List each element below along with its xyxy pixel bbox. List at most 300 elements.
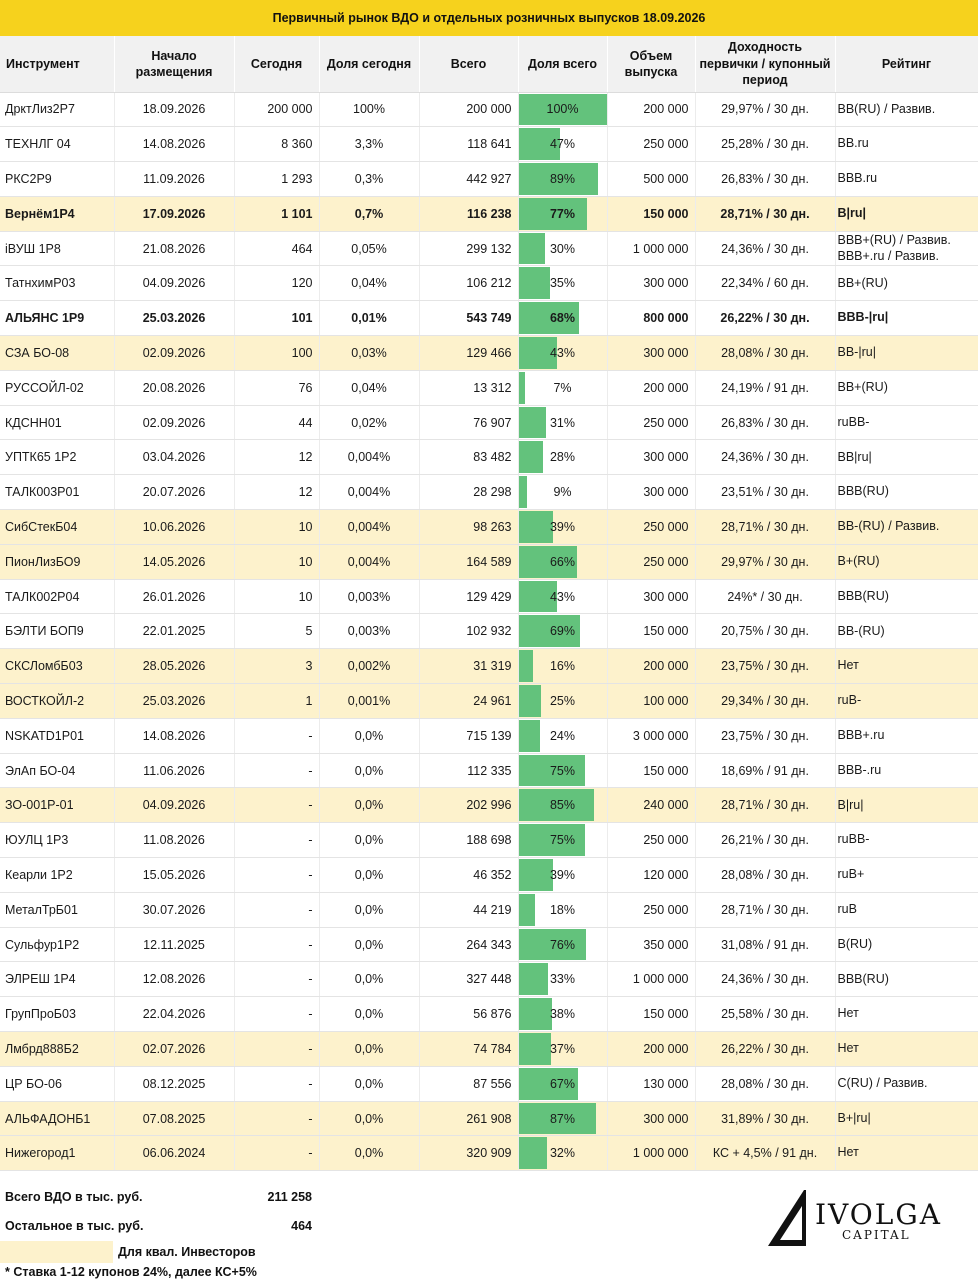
issue-volume-cell: 150 000: [607, 753, 695, 788]
today-cell: -: [234, 753, 319, 788]
issue-volume-cell: 500 000: [607, 162, 695, 197]
issue-volume-cell: 150 000: [607, 614, 695, 649]
rating-text: Нет: [837, 658, 859, 673]
table-row[interactable]: [0, 370, 978, 405]
rating-text: BB(RU) / Развив.: [837, 101, 936, 116]
share-today-cell: 0,0%: [319, 753, 419, 788]
instrument-cell: БЭЛТИ БОП9: [0, 614, 114, 649]
start-date-cell: 02.09.2026: [114, 405, 234, 440]
share-total-label: 76%: [549, 937, 576, 952]
share-today-cell: 0,03%: [319, 336, 419, 371]
share-today-cell: 0,0%: [319, 823, 419, 858]
header-rating[interactable]: Рейтинг: [835, 36, 978, 92]
today-cell: 12: [234, 475, 319, 510]
share-total-label: 35%: [549, 276, 576, 291]
total-cell: 442 927: [419, 162, 518, 197]
start-date-cell: 18.09.2026: [114, 92, 234, 127]
rating-text-secondary: BBB+.ru / Развив.: [837, 248, 940, 263]
today-cell: 76: [234, 370, 319, 405]
rating-cell: [835, 684, 978, 719]
rating-text: BBB-|ru|: [837, 310, 889, 325]
header-issue-volume[interactable]: Объем выпуска: [607, 36, 695, 92]
instrument-cell: СКСЛомбБ03: [0, 649, 114, 684]
share-total-cell: [518, 1032, 607, 1067]
rating-text: C(RU) / Развив.: [837, 1075, 928, 1090]
table-row[interactable]: [0, 1066, 978, 1101]
table-row[interactable]: [0, 1101, 978, 1136]
total-cell: 129 429: [419, 579, 518, 614]
rating-cell: [835, 231, 978, 266]
placements-table: [0, 36, 978, 1171]
issue-volume-cell: 300 000: [607, 440, 695, 475]
rating-cell: [835, 475, 978, 510]
today-cell: 1 293: [234, 162, 319, 197]
total-cell: 106 212: [419, 266, 518, 301]
total-vdo-label: Всего ВДО в тыс. руб.: [5, 1190, 143, 1204]
yield-cell: 18,69% / 91 дн.: [695, 753, 835, 788]
share-total-cell: [518, 1066, 607, 1101]
rating-cell: [835, 127, 978, 162]
instrument-cell: Лмбрд888Б2: [0, 1032, 114, 1067]
rating-cell: [835, 892, 978, 927]
rating-cell: [835, 405, 978, 440]
issue-volume-cell: 200 000: [607, 1032, 695, 1067]
table-row[interactable]: [0, 196, 978, 231]
table-row[interactable]: [0, 962, 978, 997]
yield-cell: 23,51% / 30 дн.: [695, 475, 835, 510]
start-date-cell: 14.08.2026: [114, 127, 234, 162]
yield-cell: 26,21% / 30 дн.: [695, 823, 835, 858]
rating-cell: [835, 579, 978, 614]
rating-text: ruB+: [837, 867, 865, 882]
issue-volume-cell: 200 000: [607, 649, 695, 684]
start-date-cell: 08.12.2025: [114, 1066, 234, 1101]
start-date-cell: 17.09.2026: [114, 196, 234, 231]
rating-text: BB+(RU): [837, 379, 888, 394]
share-total-cell: [518, 336, 607, 371]
share-total-label: 75%: [549, 833, 576, 848]
table-row[interactable]: [0, 684, 978, 719]
start-date-cell: 04.09.2026: [114, 788, 234, 823]
rating-cell: [835, 370, 978, 405]
rating-cell: [835, 92, 978, 127]
total-cell: 299 132: [419, 231, 518, 266]
rating-cell: [835, 614, 978, 649]
start-date-cell: 22.01.2025: [114, 614, 234, 649]
yield-cell: 28,08% / 30 дн.: [695, 858, 835, 893]
total-cell: 76 907: [419, 405, 518, 440]
share-total-cell: [518, 231, 607, 266]
share-today-cell: 0,0%: [319, 718, 419, 753]
share-total-label: 33%: [549, 972, 576, 987]
today-cell: -: [234, 788, 319, 823]
start-date-cell: 11.08.2026: [114, 823, 234, 858]
table-row[interactable]: [0, 753, 978, 788]
total-cell: 98 263: [419, 510, 518, 545]
total-cell: 188 698: [419, 823, 518, 858]
rating-text: Нет: [837, 1006, 859, 1021]
today-cell: 5: [234, 614, 319, 649]
issue-volume-cell: 350 000: [607, 927, 695, 962]
rating-cell: [835, 440, 978, 475]
total-cell: 129 466: [419, 336, 518, 371]
issue-volume-cell: 250 000: [607, 823, 695, 858]
today-cell: -: [234, 997, 319, 1032]
issue-volume-cell: 100 000: [607, 684, 695, 719]
table-row[interactable]: [0, 823, 978, 858]
share-today-cell: 100%: [319, 92, 419, 127]
table-row[interactable]: [0, 544, 978, 579]
instrument-cell: ЦР БО-06: [0, 1066, 114, 1101]
yield-cell: 31,89% / 30 дн.: [695, 1101, 835, 1136]
total-cell: 74 784: [419, 1032, 518, 1067]
issue-volume-cell: 3 000 000: [607, 718, 695, 753]
rating-text: B+(RU): [837, 553, 880, 568]
rating-cell: [835, 823, 978, 858]
instrument-cell: АЛЬЯНС 1Р9: [0, 301, 114, 336]
total-cell: 118 641: [419, 127, 518, 162]
issue-volume-cell: 120 000: [607, 858, 695, 893]
yield-cell: 28,08% / 30 дн.: [695, 1066, 835, 1101]
yield-cell: 28,08% / 30 дн.: [695, 336, 835, 371]
share-total-label: 39%: [549, 867, 576, 882]
issue-volume-cell: 150 000: [607, 196, 695, 231]
table-row[interactable]: [0, 405, 978, 440]
table-row[interactable]: [0, 92, 978, 127]
yield-cell: 29,97% / 30 дн.: [695, 544, 835, 579]
rating-cell: [835, 1066, 978, 1101]
issue-volume-cell: 150 000: [607, 997, 695, 1032]
share-total-cell: [518, 92, 607, 127]
share-total-cell: [518, 301, 607, 336]
share-total-cell: [518, 788, 607, 823]
share-today-cell: 0,04%: [319, 370, 419, 405]
share-total-cell: [518, 649, 607, 684]
table-row[interactable]: [0, 718, 978, 753]
start-date-cell: 14.05.2026: [114, 544, 234, 579]
table-row[interactable]: [0, 510, 978, 545]
table-row[interactable]: [0, 475, 978, 510]
share-total-cell: [518, 892, 607, 927]
share-total-label: 38%: [549, 1007, 576, 1022]
share-total-label: 43%: [549, 345, 576, 360]
instrument-cell: NSKATD1P01: [0, 718, 114, 753]
today-cell: 3: [234, 649, 319, 684]
header-yield[interactable]: Доходность первички / купонный период: [695, 36, 835, 92]
start-date-cell: 10.06.2026: [114, 510, 234, 545]
total-cell: 112 335: [419, 753, 518, 788]
table-row[interactable]: [0, 440, 978, 475]
yield-cell: 28,71% / 30 дн.: [695, 510, 835, 545]
share-today-cell: 0,3%: [319, 162, 419, 197]
instrument-cell: РКС2Р9: [0, 162, 114, 197]
today-cell: -: [234, 1136, 319, 1171]
rating-text: BBB(RU): [837, 588, 889, 603]
yield-cell: 25,58% / 30 дн.: [695, 997, 835, 1032]
header-share-today[interactable]: Доля сегодня: [319, 36, 419, 92]
share-today-cell: 0,04%: [319, 266, 419, 301]
header-total[interactable]: Всего: [419, 36, 518, 92]
rating-text: Нет: [837, 1145, 859, 1160]
yield-cell: 26,83% / 30 дн.: [695, 162, 835, 197]
share-today-cell: 0,0%: [319, 962, 419, 997]
share-today-cell: 0,0%: [319, 1032, 419, 1067]
share-today-cell: 0,002%: [319, 649, 419, 684]
rating-text: BB-(RU): [837, 623, 885, 638]
yield-cell: 28,71% / 30 дн.: [695, 788, 835, 823]
table-row[interactable]: [0, 266, 978, 301]
issue-volume-cell: 250 000: [607, 127, 695, 162]
rating-cell: [835, 196, 978, 231]
share-total-label: 7%: [553, 380, 572, 395]
yield-cell: 26,22% / 30 дн.: [695, 301, 835, 336]
total-vdo-value: 211 258: [267, 1190, 312, 1204]
share-total-label: 37%: [549, 1041, 576, 1056]
share-total-cell: [518, 127, 607, 162]
yield-cell: 24,19% / 91 дн.: [695, 370, 835, 405]
table-row[interactable]: [0, 997, 978, 1032]
start-date-cell: 25.03.2026: [114, 301, 234, 336]
share-total-label: 43%: [549, 589, 576, 604]
header-share-total[interactable]: Доля всего: [518, 36, 607, 92]
start-date-cell: 14.08.2026: [114, 718, 234, 753]
share-total-label: 24%: [549, 728, 576, 743]
total-cell: 44 219: [419, 892, 518, 927]
share-today-cell: 0,0%: [319, 1066, 419, 1101]
rating-text: BBB+(RU) / Развив.: [837, 232, 951, 247]
share-today-cell: 0,004%: [319, 440, 419, 475]
instrument-cell: Нижегород1: [0, 1136, 114, 1171]
instrument-cell: ГрупПроБ03: [0, 997, 114, 1032]
instrument-cell: iВУШ 1Р8: [0, 231, 114, 266]
start-date-cell: 15.05.2026: [114, 858, 234, 893]
yield-cell: 26,83% / 30 дн.: [695, 405, 835, 440]
today-cell: 100: [234, 336, 319, 371]
today-cell: -: [234, 927, 319, 962]
start-date-cell: 03.04.2026: [114, 440, 234, 475]
issue-volume-cell: 300 000: [607, 266, 695, 301]
instrument-cell: ДрктЛиз2Р7: [0, 92, 114, 127]
table-row[interactable]: [0, 579, 978, 614]
rating-text: ruB: [837, 901, 857, 916]
instrument-cell: МеталТрБ01: [0, 892, 114, 927]
total-cell: 116 238: [419, 196, 518, 231]
header-start-date[interactable]: Начало размещения: [114, 36, 234, 92]
share-total-label: 39%: [549, 519, 576, 534]
logo-subtitle: CAPITAL: [842, 1228, 911, 1242]
share-total-cell: [518, 997, 607, 1032]
yield-cell: 28,71% / 30 дн.: [695, 892, 835, 927]
table-row[interactable]: [0, 231, 978, 266]
today-cell: 12: [234, 440, 319, 475]
instrument-cell: ЭЛРЕШ 1Р4: [0, 962, 114, 997]
rating-text: BB-(RU) / Развив.: [837, 519, 940, 534]
instrument-cell: СибСтекБ04: [0, 510, 114, 545]
yield-cell: 23,75% / 30 дн.: [695, 718, 835, 753]
rating-cell: [835, 788, 978, 823]
share-today-cell: 0,0%: [319, 1101, 419, 1136]
instrument-cell: ТАЛК003Р01: [0, 475, 114, 510]
rating-text: BB|ru|: [837, 449, 872, 464]
share-total-cell: [518, 823, 607, 858]
table-row[interactable]: [0, 336, 978, 371]
start-date-cell: 12.08.2026: [114, 962, 234, 997]
share-total-label: 85%: [549, 798, 576, 813]
rating-cell: [835, 1136, 978, 1171]
share-total-cell: [518, 510, 607, 545]
total-cell: 24 961: [419, 684, 518, 719]
share-total-cell: [518, 753, 607, 788]
rating-cell: [835, 266, 978, 301]
total-cell: 261 908: [419, 1101, 518, 1136]
total-cell: 264 343: [419, 927, 518, 962]
issue-volume-cell: 240 000: [607, 788, 695, 823]
start-date-cell: 07.08.2025: [114, 1101, 234, 1136]
today-cell: 464: [234, 231, 319, 266]
table-row[interactable]: [0, 858, 978, 893]
issue-volume-cell: 200 000: [607, 370, 695, 405]
table-row[interactable]: [0, 1032, 978, 1067]
share-today-cell: 0,0%: [319, 997, 419, 1032]
share-today-cell: 0,0%: [319, 1136, 419, 1171]
share-total-label: 30%: [549, 241, 576, 256]
issue-volume-cell: 1 000 000: [607, 962, 695, 997]
share-total-cell: [518, 370, 607, 405]
share-total-cell: [518, 544, 607, 579]
yield-cell: 24,36% / 30 дн.: [695, 962, 835, 997]
start-date-cell: 30.07.2026: [114, 892, 234, 927]
instrument-cell: СЗА БО-08: [0, 336, 114, 371]
rating-text: BB-|ru|: [837, 345, 876, 360]
share-today-cell: 0,004%: [319, 510, 419, 545]
table-row[interactable]: [0, 301, 978, 336]
yield-cell: 31,08% / 91 дн.: [695, 927, 835, 962]
share-today-cell: 0,004%: [319, 475, 419, 510]
issue-volume-cell: 300 000: [607, 475, 695, 510]
instrument-cell: РУССОЙЛ-02: [0, 370, 114, 405]
rating-cell: [835, 753, 978, 788]
yield-cell: 24,36% / 30 дн.: [695, 231, 835, 266]
rating-text: ruBB-: [837, 414, 870, 429]
rating-cell: [835, 649, 978, 684]
total-cell: 200 000: [419, 92, 518, 127]
issue-volume-cell: 1 000 000: [607, 231, 695, 266]
share-total-cell: [518, 858, 607, 893]
rating-text: ruB-: [837, 693, 862, 708]
share-today-cell: 0,004%: [319, 544, 419, 579]
rating-text: BBB+.ru: [837, 727, 885, 742]
issue-volume-cell: 1 000 000: [607, 1136, 695, 1171]
share-total-label: 69%: [549, 624, 576, 639]
rating-cell: [835, 858, 978, 893]
share-total-cell: [518, 475, 607, 510]
instrument-cell: ЗО-001Р-01: [0, 788, 114, 823]
issue-volume-cell: 250 000: [607, 510, 695, 545]
table-row[interactable]: [0, 788, 978, 823]
instrument-cell: ТАЛК002Р04: [0, 579, 114, 614]
today-cell: 101: [234, 301, 319, 336]
table-row[interactable]: [0, 927, 978, 962]
share-today-cell: 0,0%: [319, 858, 419, 893]
share-total-cell: [518, 162, 607, 197]
yield-cell: 24,36% / 30 дн.: [695, 440, 835, 475]
share-today-cell: 0,0%: [319, 892, 419, 927]
yield-cell: 20,75% / 30 дн.: [695, 614, 835, 649]
table-row[interactable]: [0, 892, 978, 927]
rating-cell: [835, 1101, 978, 1136]
share-today-cell: 0,0%: [319, 788, 419, 823]
start-date-cell: 04.09.2026: [114, 266, 234, 301]
share-total-cell: [518, 1136, 607, 1171]
today-cell: 1 101: [234, 196, 319, 231]
table-row[interactable]: [0, 649, 978, 684]
yield-cell: КС + 4,5% / 91 дн.: [695, 1136, 835, 1171]
today-cell: 10: [234, 510, 319, 545]
instrument-cell: ТЕХНЛГ 04: [0, 127, 114, 162]
yield-cell: 28,71% / 30 дн.: [695, 196, 835, 231]
share-today-cell: 0,003%: [319, 579, 419, 614]
issue-volume-cell: 300 000: [607, 336, 695, 371]
table-row[interactable]: [0, 614, 978, 649]
issue-volume-cell: 250 000: [607, 544, 695, 579]
share-total-label: 47%: [549, 137, 576, 152]
today-cell: -: [234, 962, 319, 997]
start-date-cell: 20.07.2026: [114, 475, 234, 510]
report-title: Первичный рынок ВДО и отдельных розничных выпусков 18.09.2026: [0, 0, 978, 36]
table-row[interactable]: [0, 162, 978, 197]
yield-cell: 22,34% / 60 дн.: [695, 266, 835, 301]
share-total-label: 87%: [549, 1111, 576, 1126]
other-label: Остальное в тыс. руб.: [5, 1219, 144, 1233]
rating-text: BBB(RU): [837, 971, 889, 986]
today-cell: 1: [234, 684, 319, 719]
yield-cell: 25,28% / 30 дн.: [695, 127, 835, 162]
instrument-cell: Вернём1Р4: [0, 196, 114, 231]
instrument-cell: КДСНН01: [0, 405, 114, 440]
share-today-cell: 0,05%: [319, 231, 419, 266]
footnote: * Ставка 1-12 купонов 24%, далее КС+5%: [5, 1265, 257, 1279]
header-today[interactable]: Сегодня: [234, 36, 319, 92]
share-total-cell: [518, 1101, 607, 1136]
share-total-cell: [518, 405, 607, 440]
start-date-cell: 20.08.2026: [114, 370, 234, 405]
total-cell: 164 589: [419, 544, 518, 579]
table-row[interactable]: [0, 1136, 978, 1171]
start-date-cell: 21.08.2026: [114, 231, 234, 266]
total-cell: 320 909: [419, 1136, 518, 1171]
share-total-label: 68%: [549, 311, 576, 326]
total-cell: 87 556: [419, 1066, 518, 1101]
share-total-cell: [518, 684, 607, 719]
table-row[interactable]: [0, 127, 978, 162]
share-total-label: 16%: [549, 659, 576, 674]
total-cell: 102 932: [419, 614, 518, 649]
header-instrument[interactable]: Инструмент: [0, 36, 114, 92]
issue-volume-cell: 300 000: [607, 1101, 695, 1136]
share-today-cell: 3,3%: [319, 127, 419, 162]
table-header-row: [0, 36, 978, 92]
rating-text: BB.ru: [837, 136, 869, 151]
share-total-label: 89%: [549, 171, 576, 186]
rating-text: BB+(RU): [837, 275, 888, 290]
start-date-cell: 02.07.2026: [114, 1032, 234, 1067]
issue-volume-cell: 300 000: [607, 579, 695, 614]
instrument-cell: Сульфур1Р2: [0, 927, 114, 962]
yield-cell: 24%* / 30 дн.: [695, 579, 835, 614]
instrument-cell: АЛЬФАДОНБ1: [0, 1101, 114, 1136]
share-total-label: 25%: [549, 693, 576, 708]
share-total-label: 66%: [549, 554, 576, 569]
